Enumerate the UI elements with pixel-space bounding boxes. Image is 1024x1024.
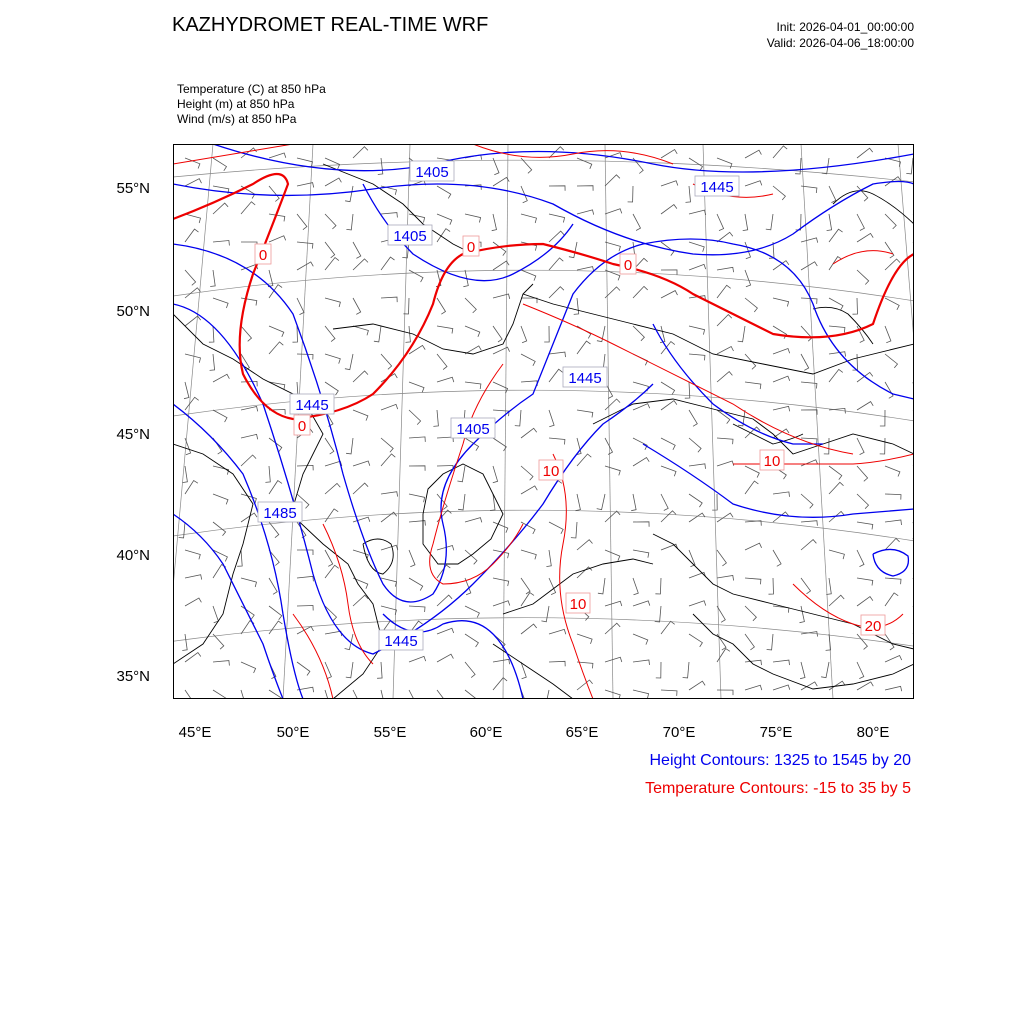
height-label <box>695 176 739 196</box>
temperature-label <box>620 254 636 274</box>
height-label <box>563 367 607 387</box>
height-label <box>388 225 432 245</box>
x-tick-label: 50°E <box>276 724 310 741</box>
svg-text:1445: 1445 <box>295 397 329 414</box>
temperature-label <box>539 460 563 480</box>
variable-height: Height (m) at 850 hPa <box>177 97 295 111</box>
x-tick-label: 75°E <box>759 724 793 741</box>
x-tick-label: 55°E <box>373 724 407 741</box>
y-tick-label: 45°N <box>116 426 150 443</box>
svg-text:0: 0 <box>623 257 633 274</box>
svg-text:1445: 1445 <box>568 370 602 387</box>
x-tick-label: 65°E <box>565 724 599 741</box>
temperature-label <box>861 615 885 635</box>
temperature-label <box>566 593 590 613</box>
svg-text:0: 0 <box>297 418 307 435</box>
run-times <box>767 19 914 51</box>
height-contour-legend: Height Contours: 1325 to 1545 by 20 <box>649 752 911 769</box>
variable-wind: Wind (m/s) at 850 hPa <box>177 112 297 126</box>
temperature-label <box>463 236 479 256</box>
svg-text:1485: 1485 <box>263 505 297 522</box>
svg-text:10: 10 <box>569 596 587 613</box>
variable-list <box>177 82 326 127</box>
svg-text:10: 10 <box>763 453 781 470</box>
temperature-label <box>255 244 271 264</box>
svg-text:1405: 1405 <box>393 228 427 245</box>
temperature-label <box>760 450 784 470</box>
variable-temperature: Temperature (C) at 850 hPa <box>177 82 326 96</box>
y-tick-label: 50°N <box>116 303 150 320</box>
map-title: KAZHYDROMET REAL-TIME WRF <box>172 14 489 36</box>
valid-time: Valid: 2026-04-06_18:00:00 <box>766 36 914 50</box>
temperature-contour-legend: Temperature Contours: -15 to 35 by 5 <box>645 780 911 797</box>
svg-text:0: 0 <box>258 247 268 264</box>
y-tick-label: 35°N <box>116 668 150 685</box>
height-label <box>451 418 495 438</box>
x-tick-label: 80°E <box>856 724 890 741</box>
svg-text:1405: 1405 <box>456 421 490 438</box>
height-label <box>290 394 334 414</box>
svg-text:10: 10 <box>542 463 560 480</box>
temperature-label <box>294 415 310 435</box>
y-tick-label: 55°N <box>116 180 150 197</box>
svg-text:0: 0 <box>466 239 476 256</box>
svg-text:1445: 1445 <box>384 633 418 650</box>
y-tick-label: 40°N <box>116 547 150 564</box>
x-tick-label: 60°E <box>469 724 503 741</box>
x-tick-label: 45°E <box>178 724 212 741</box>
svg-text:20: 20 <box>864 618 882 635</box>
height-label <box>258 502 302 522</box>
init-time: Init: 2026-04-01_00:00:00 <box>776 20 914 34</box>
height-label <box>379 630 423 650</box>
weather-map <box>173 144 914 699</box>
x-tick-label: 70°E <box>662 724 696 741</box>
svg-text:1405: 1405 <box>415 164 449 181</box>
svg-text:1445: 1445 <box>700 179 734 196</box>
height-label <box>410 161 454 181</box>
